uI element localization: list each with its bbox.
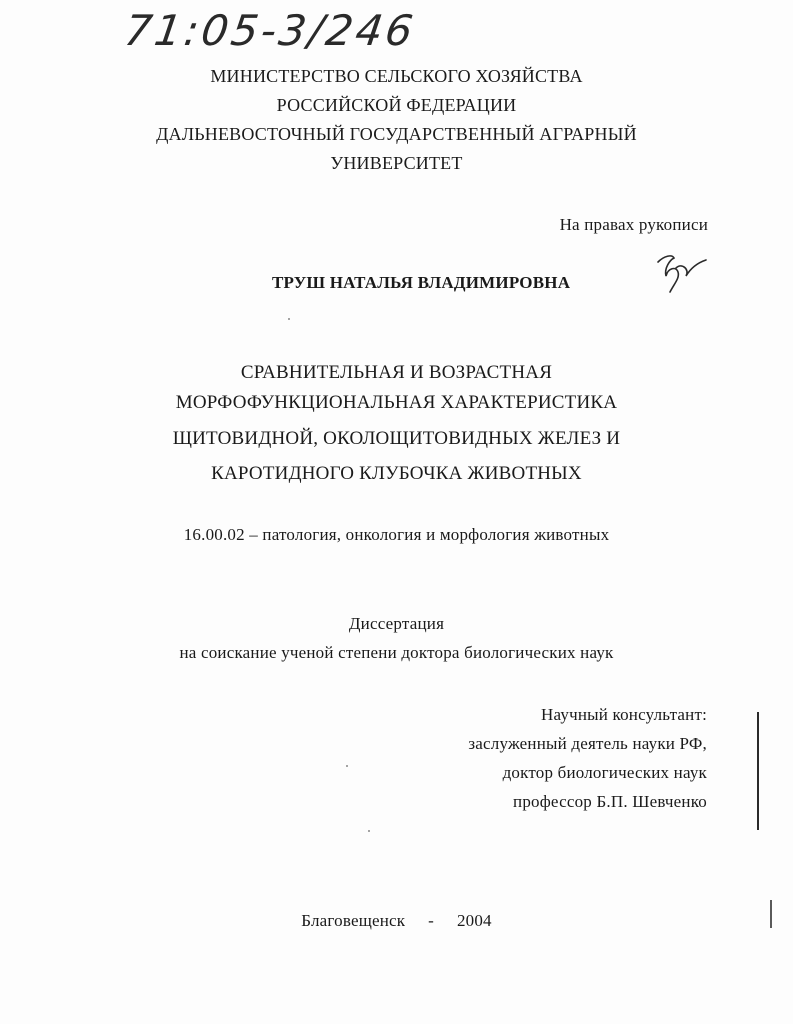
author-signature	[650, 248, 710, 296]
scan-speck	[346, 765, 348, 767]
year: 2004	[456, 911, 492, 930]
city: Благовещенск	[301, 911, 406, 930]
scan-edge-mark-lower	[770, 900, 772, 928]
university-line-1: ДАЛЬНЕВОСТОЧНЫЙ ГОСУДАРСТВЕННЫЙ АГРАРНЫЙ	[156, 124, 637, 144]
separator: -	[428, 911, 435, 930]
consultant-honor: заслуженный деятель науки РФ,	[468, 734, 707, 753]
ministry-line-2: РОССИЙСКОЙ ФЕДЕРАЦИИ	[276, 95, 517, 115]
author-name: ТРУШ НАТАЛЬЯ ВЛАДИМИРОВНА	[272, 273, 571, 292]
ministry-line-1: МИНИСТЕРСТВО СЕЛЬСКОГО ХОЗЯЙСТВА	[210, 66, 583, 86]
handwritten-archive-number: 71:05-3/246	[121, 6, 419, 55]
dissertation-title-line-2: МОРФОФУНКЦИОНАЛЬНАЯ ХАРАКТЕРИСТИКА	[175, 392, 618, 413]
place-and-year	[0, 910, 793, 932]
document-type: Диссертация	[348, 614, 445, 633]
consultant-degree: доктор биологических наук	[502, 763, 707, 782]
specialty-code: 16.00.02 – патология, онкология и морфология животных	[183, 525, 610, 544]
dissertation-title-line-3: ЩИТОВИДНОЙ, ОКОЛОЩИТОВИДНЫХ ЖЕЛЕЗ И	[172, 428, 621, 449]
consultant-label: Научный консультант:	[541, 705, 707, 724]
university-line-2: УНИВЕРСИТЕТ	[330, 153, 463, 173]
scan-edge-mark	[757, 712, 759, 830]
scan-speck	[288, 318, 290, 320]
dissertation-title-line-4: КАРОТИДНОГО КЛУБОЧКА ЖИВОТНЫХ	[211, 463, 582, 484]
dissertation-title-line-1: СРАВНИТЕЛЬНАЯ И ВОЗРАСТНАЯ	[240, 362, 553, 383]
manuscript-rights-note: На правах рукописи	[559, 215, 708, 234]
scan-speck	[368, 830, 370, 832]
degree-sought: на соискание ученой степени доктора биологических наук	[179, 643, 614, 662]
consultant-name: профессор Б.П. Шевченко	[513, 792, 707, 811]
